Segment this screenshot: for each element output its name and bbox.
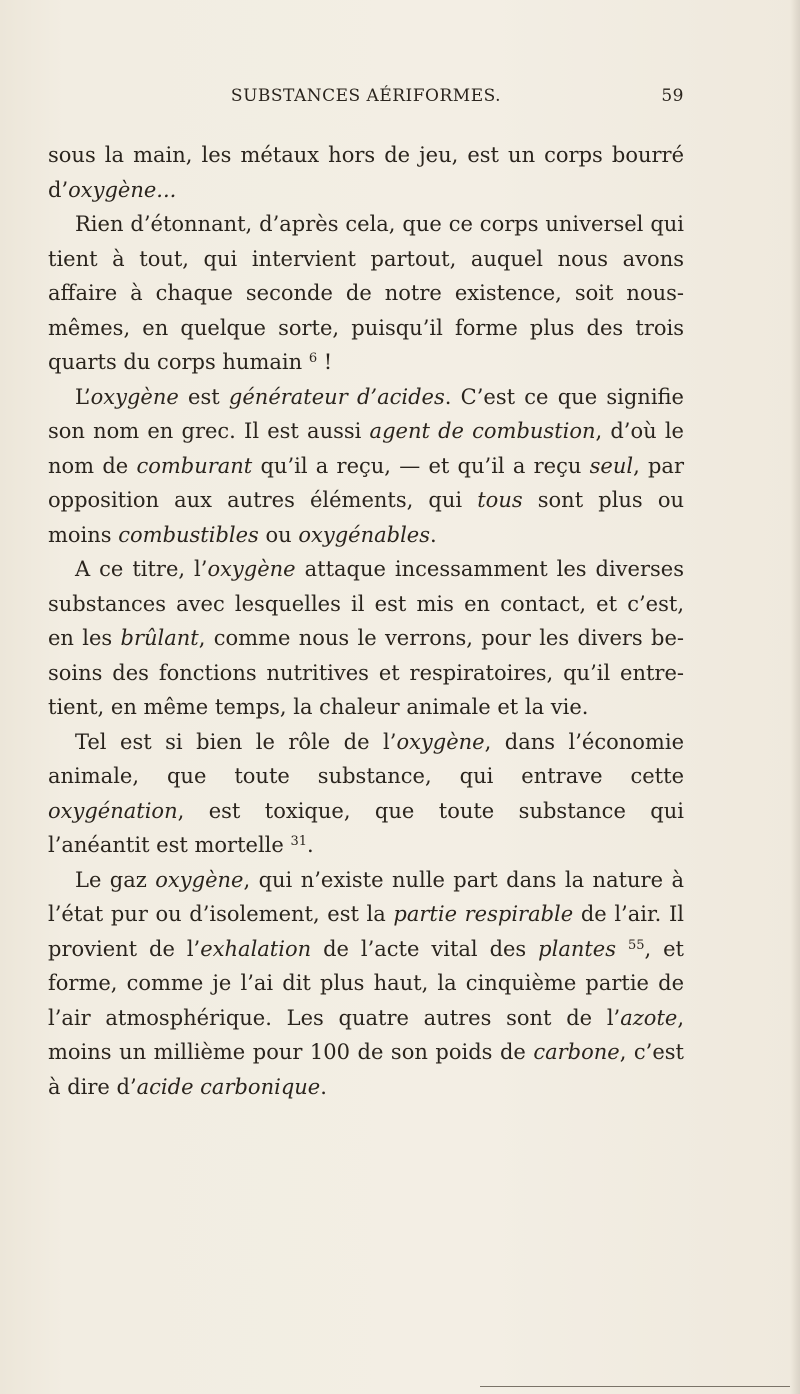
paragraph-5: Tel est si bien le rôle de l’oxygène, dans l’économie animale, que toute substance, qui entrave cette oxygénation, est toxique, que toute substance qui l’anéantit est mortelle $^{31}$. [48, 729, 684, 857]
bottom-rule [480, 1386, 790, 1387]
page-number: 59 [661, 86, 684, 106]
page-header [48, 86, 684, 110]
paragraph-1: sous la main, les métaux hors de jeu, est un corps bourré d’oxygène... [48, 143, 684, 202]
footnote-ref: 6 [308, 351, 318, 366]
running-head: SUBSTANCES AÉRIFORMES. [230, 86, 502, 106]
paragraph-4: A ce titre, l’oxygène attaque incessamment les diverses substances avec lesquelles il est mis en contact, et c’est, en les brûlant, comme nous le verrons, pour les divers be-soins des fonctions nutritives et respiratoires, qu’il entre-tient, en même temps, la chaleur animale et la vie. [48, 557, 684, 719]
paragraph-6: Le gaz oxygène, qui n’existe nulle part dans la nature à l’état pur ou d’isolement, est la partie respirable de l’air. Il provient de l’exhalation de l’acte vital des plantes $^{55}$, et forme, comme je l’ai dit plus haut, la cinquième partie de l’air atmosphérique. Les quatre autres sont de l’azote, moins un millième pour 100 de son poids de carbone, c’est à dire d’acide carbonique. [48, 867, 684, 1099]
paragraph-2: Rien d’étonnant, d’après cela, que ce corps universel qui tient à tout, qui intervient partout, auquel nous avons affaire à chaque seconde de notre existence, soit nous-mêmes, en quelque sorte, puisqu’il forme plus des trois quarts du corps humain $^6$ ! [48, 212, 684, 374]
footnote-ref: 31 [290, 834, 308, 849]
paragraph-3: L’oxygène est générateur d’acides. C’est ce que signifie son nom en grec. Il est aussi agent de combustion, d’où le nom de comburant qu’il a reçu, — et qu’il a reçu seul, par opposition aux autres éléments, qui tous sont plus ou moins combustibles ou oxygénables. [48, 384, 684, 547]
page-edge-shadow [790, 0, 800, 1394]
footnote-ref: 55 [627, 937, 645, 953]
body-text [48, 138, 684, 1104]
